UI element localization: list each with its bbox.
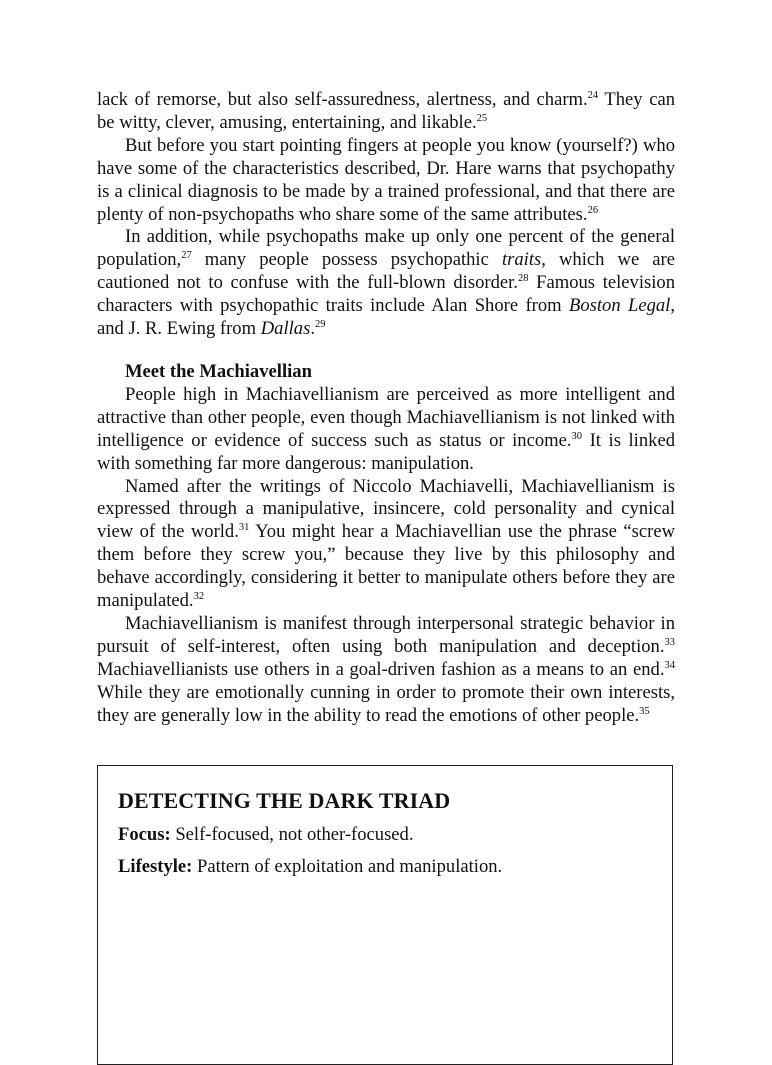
text-run: Machiavellianists use others in a goal-driven fashion as a means to an end.	[97, 658, 665, 680]
emphasis: Boston Legal	[568, 295, 671, 317]
emphasis: Dallas	[260, 318, 311, 340]
paragraph	[97, 135, 675, 227]
paragraph	[97, 476, 675, 613]
footnote-ref: 32	[193, 591, 205, 603]
text-run: People high in Machiavellianism are perceived as more intelligent and attractive than other people, even though Machiavellianism is not linked with intelligence or evidence of success such as status or income.	[97, 383, 675, 451]
footnote-ref: 34	[664, 659, 675, 671]
section-heading: Meet the Machiavellian	[125, 360, 312, 382]
text-run: But before you start pointing fingers at people you know (yourself?) who have some of the characteristics described, Dr. Hare warns that psychopathy is a clinical diagnosis to be made by a trained professional, and that there are plenty of non-psychopaths who share some of the same attributes.	[97, 134, 675, 225]
paragraph	[97, 89, 675, 135]
footnote-ref: 31	[238, 522, 250, 534]
footnote-ref: 33	[664, 636, 675, 648]
footnote-ref: 26	[587, 204, 599, 216]
text-run: .	[310, 318, 315, 340]
footnote-ref: 27	[181, 250, 192, 262]
footnote-ref: 29	[314, 319, 326, 331]
row-label: Focus:	[118, 824, 171, 845]
text-run: , which we are cautioned not to confuse with the full-blown disorder.	[97, 249, 675, 294]
sidebar-title: DETECTING THE DARK TRIAD	[118, 788, 451, 813]
text-run: It is linked with something far more dangerous: manipulation.	[97, 429, 675, 474]
text-run: many people possess psychopathic	[191, 249, 502, 271]
text-run: Machiavellianism is manifest through interpersonal strategic behavior in pursuit of self-interest, often using both manipulation and deception.	[97, 612, 675, 657]
text-run: You might hear a Machiavellian use the phrase “screw them before they screw you,” because they live by this philosophy and behave accordingly, considering it better to manipulate others before they are manipulated.	[97, 521, 676, 612]
footnote-ref: 35	[639, 705, 650, 717]
row-text: Self-focused, not other-focused.	[170, 824, 414, 845]
sidebar-box	[97, 765, 673, 1065]
text-run: Named after the writings of Niccolo Machiavelli, Machiavellianism is expressed through a manipulative, insincere, cold personality and cynical view of the world.	[97, 475, 675, 543]
text-run: In addition, while psychopaths make up only one percent of the general population,	[97, 226, 675, 271]
footnote-ref: 25	[476, 112, 488, 124]
body-text	[97, 89, 675, 727]
row-label: Lifestyle:	[118, 856, 193, 877]
emphasis: traits	[501, 249, 542, 271]
text-run: While they are emotionally cunning in order to promote their own interests, they are generally low in the ability to read the emotions of other people.	[97, 681, 675, 726]
sidebar-row	[118, 824, 414, 846]
footnote-ref: 30	[571, 430, 583, 442]
text-run: Famous television characters with psychopathic traits include Alan Shore from	[97, 272, 676, 317]
footnote-ref: 28	[517, 273, 529, 285]
paragraph	[97, 226, 675, 341]
text-run: They can be witty, clever, amusing, entertaining, and likable.	[97, 89, 675, 133]
row-text: Pattern of exploitation and manipulation.	[192, 856, 503, 877]
paragraph	[97, 384, 675, 476]
text-run: lack of remorse, but also self-assuredness, alertness, and charm.	[97, 89, 588, 110]
text-run: , and J. R. Ewing from	[97, 295, 675, 340]
footnote-ref: 24	[587, 90, 599, 101]
sidebar-row	[118, 856, 502, 878]
paragraph	[97, 613, 675, 728]
